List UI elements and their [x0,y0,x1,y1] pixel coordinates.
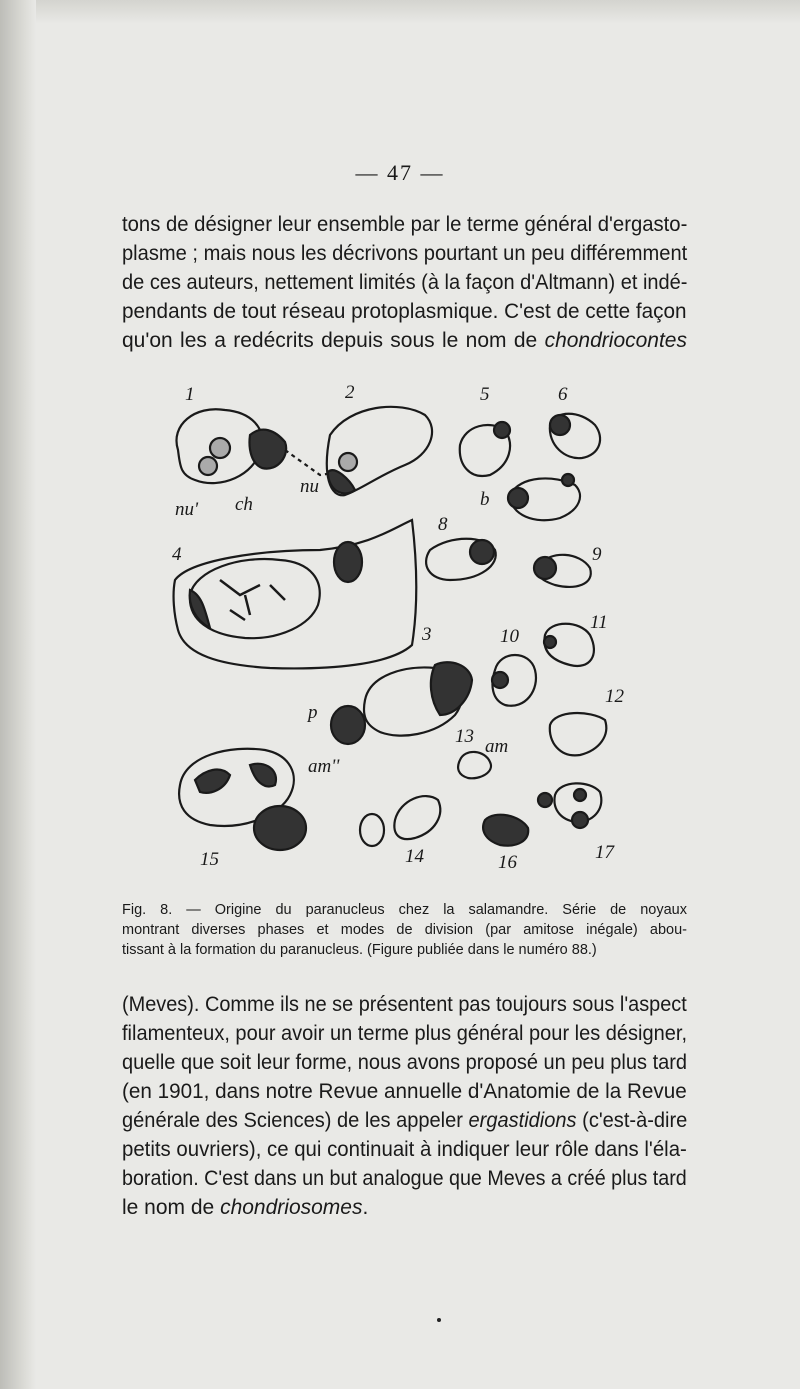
figure-label-4: 4 [172,544,182,565]
figure-label-b: b [480,489,490,510]
text-line: (en 1901, dans notre Revue annuelle d'Anatomie de la Revue [122,1080,687,1103]
figure-label-p: p [308,702,318,723]
text-span: . [362,1196,369,1219]
cell-5-paranucleus [494,422,510,438]
cell-2-nucleus [339,453,357,471]
figure-8-drawing [150,380,670,890]
page-number: — 47 — [355,160,445,185]
figure-label-3: 3 [422,624,432,645]
text-line: filamenteux, pour avoir un terme plus général pour les désigner, [122,1022,688,1045]
text-line: de ces auteurs, nettement limités (à la façon d'Altmann) et indé- [122,271,688,294]
figure-label-5: 5 [480,384,490,405]
paragraph-top [122,210,687,355]
cell-12-outline [550,713,606,755]
figure-label-13: 13 [455,726,474,747]
figure-label-14: 14 [405,846,424,867]
cell-6-paranucleus [550,415,570,435]
text-span: le nom de [122,1196,221,1219]
figure-label-1: 1 [185,384,195,405]
text-line: pendants de tout réseau protoplasmique. C'est de cette façon [122,300,687,323]
figure-label-6: 6 [558,384,568,405]
cell-16-body [483,815,528,846]
text-line [122,1193,687,1222]
text-span: qu'on les a redécrits depuis sous le nom de [122,329,545,352]
page-shadow-left [0,0,36,1389]
figure-label-8: 8 [438,514,448,535]
figure-label-nu-prime: nu' [175,499,199,520]
figure-label-2: 2 [345,382,355,403]
print-speck [437,1318,441,1322]
caption-line: montrant diverses phases et modes de division (par amitose inégale) abou- [122,922,687,938]
figure-label-am: am [485,736,509,757]
text-span: générale des Sciences) de les appeler [122,1109,469,1132]
figure-label-10: 10 [500,626,519,647]
cell-1-nucleus-a [210,438,230,458]
text-span: (c'est-à-dire [576,1109,688,1132]
figure-label-nu: nu [300,476,319,497]
text-line [122,1106,688,1135]
paragraph-bottom [122,990,687,1222]
caption-line: tissant à la formation du paranucleus. (Figure publiée dans le numéro 88.) [122,942,597,958]
figure-label-11: 11 [590,612,608,633]
cell-4-paranucleus [334,542,362,582]
cell-15-paranucleus [254,806,306,850]
caption-line: Fig. 8. — Origine du paranucleus chez la salamandre. Série de noyaux [122,902,687,918]
cell-3-body [431,662,472,715]
cell-14-outline [394,796,440,839]
figure-label-am-double: am'' [308,756,340,777]
text-line: tons de désigner leur ensemble par le terme général d'ergasto- [122,213,688,236]
cell-1-paranucleus [250,430,287,469]
figure-label-12: 12 [605,686,624,707]
text-line [122,326,687,355]
cell-1-nucleus-b [199,457,217,475]
figure-label-15: 15 [200,849,219,870]
text-line: boration. C'est dans un but analogue que Meves a créé plus tard [122,1167,687,1190]
text-line: quelle que soit leur forme, nous avons proposé un peu plus tard [122,1051,688,1074]
italic-term: chondriocontes [544,329,687,352]
italic-term: ergastidions [468,1109,577,1132]
text-line: (Meves). Comme ils ne se présentent pas toujours sous l'aspect [122,993,687,1016]
page-shadow-top [0,0,800,24]
text-line: petits ouvriers), ce qui continuait à indiquer leur rôle dans l'éla- [122,1138,687,1161]
text-line: plasme ; mais nous les décrivons pourtant un peu différemment [122,242,688,265]
cell-7-paranucleus [508,488,528,508]
figure-label-ch: ch [235,494,253,515]
figure-label-16: 16 [498,852,517,873]
italic-term: chondriosomes [220,1196,363,1219]
figure-label-17: 17 [595,842,614,863]
cell-4-cytoplasm [174,520,417,668]
figure-label-9: 9 [592,544,602,565]
figure-caption [122,900,687,960]
